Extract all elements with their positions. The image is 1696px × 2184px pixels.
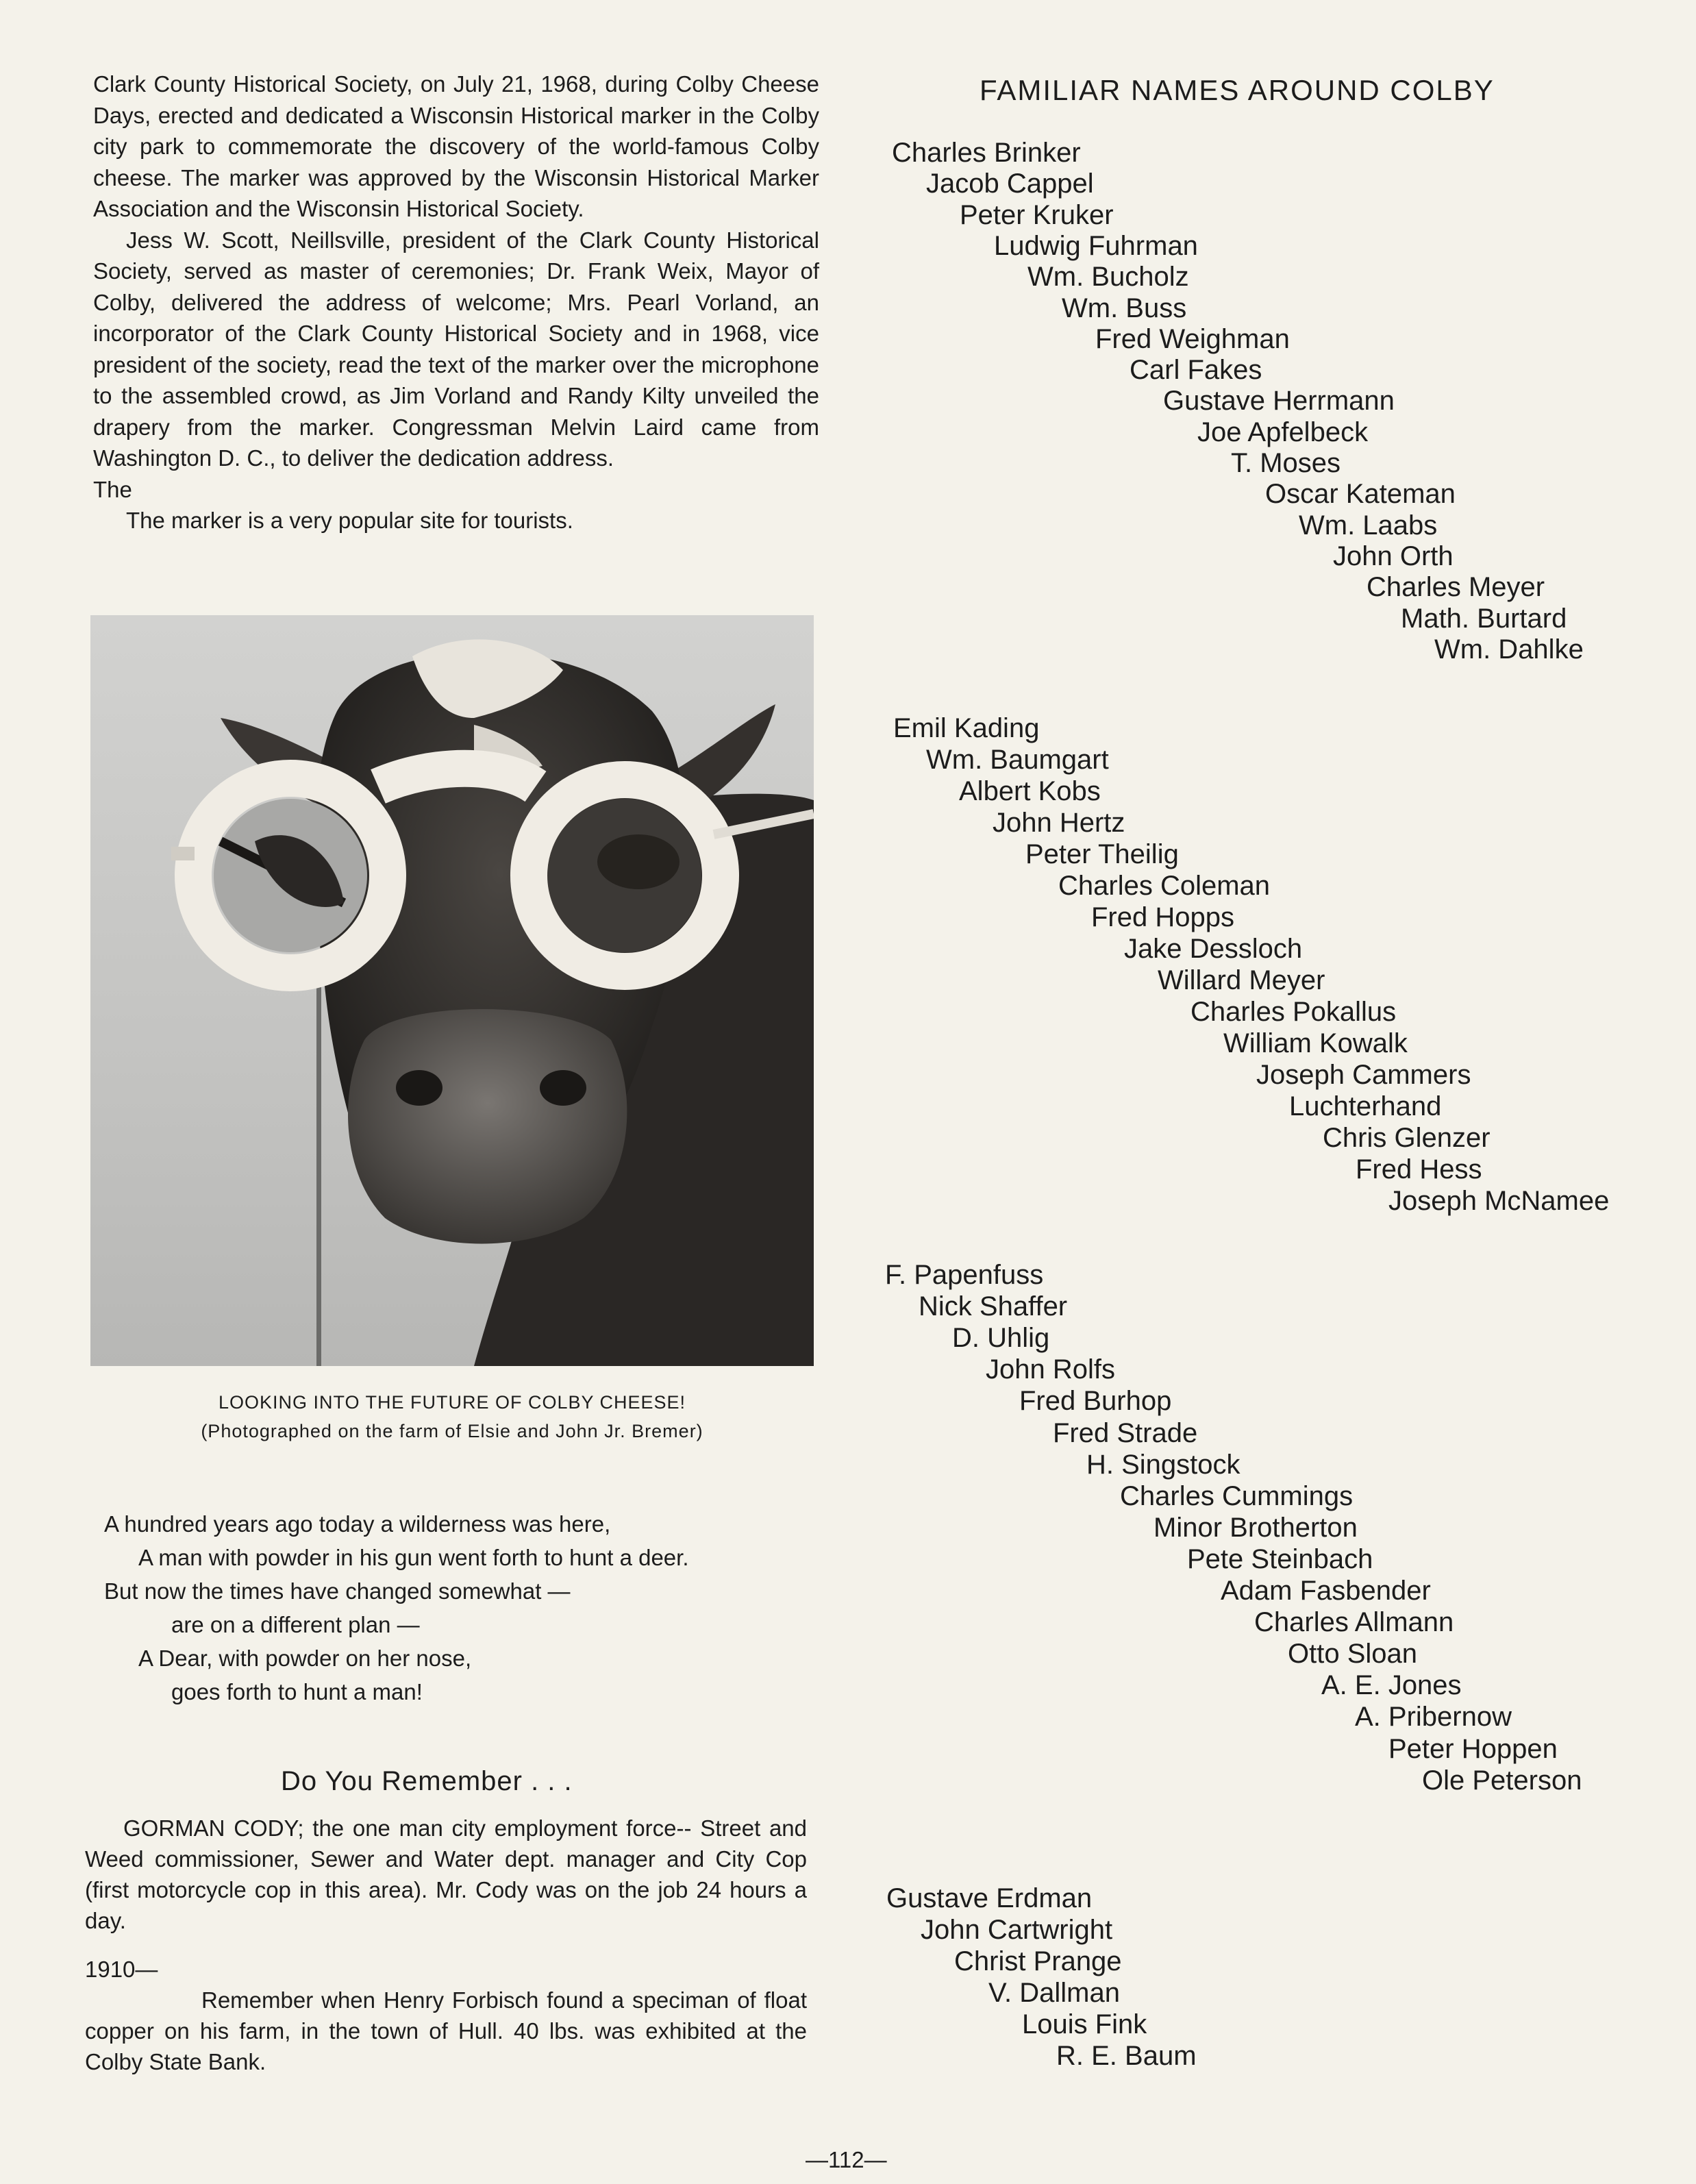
familiar-name: Ole Peterson: [1422, 1765, 1582, 1796]
poem-line: are on a different plan —: [171, 1612, 420, 1637]
familiar-name: Charles Coleman: [1058, 871, 1271, 901]
familiar-name: Jake Dessloch: [1124, 934, 1303, 964]
poem-line: But now the times have changed somewhat —: [104, 1578, 571, 1604]
cow-illustration: [90, 615, 814, 1366]
familiar-name: John Cartwright: [921, 1915, 1113, 1945]
familiar-name: Emil Kading: [893, 713, 1040, 743]
familiar-name: Carl Fakes: [1130, 355, 1262, 385]
intro-paragraph: Clark County Historical Society, on July 21, 1968, during Colby Cheese Days, erected and dedicated a Wisconsin Historical marker in the Colby city park to commemorate the discovery of the world-famous Colby cheese. The marker was approved by the Wisconsin Historical Marker Association and the Wisconsin Historical Society.: [93, 71, 819, 221]
familiar-name: Chris Glenzer: [1323, 1123, 1491, 1153]
familiar-name: John Orth: [1333, 541, 1454, 571]
poem: [104, 1507, 844, 1709]
familiar-name: Joseph McNamee: [1388, 1186, 1610, 1216]
intro-section: [93, 69, 819, 536]
familiar-name: Wm. Bucholz: [1027, 262, 1189, 292]
remember-text: GORMAN CODY; the one man city employment force-- Street and Weed commissioner, Sewer and Water dept. manager and City Cop (first motorcycle cop in this area). Mr. Cody was on the job 24 hours a day.: [85, 1815, 807, 1933]
familiar-name: Fred Burhop: [1019, 1386, 1172, 1416]
familiar-name: Charles Meyer: [1367, 572, 1545, 602]
familiar-name: Christ Prange: [954, 1946, 1122, 1976]
familiar-name: Wm. Buss: [1062, 293, 1187, 323]
familiar-name: Peter Hoppen: [1388, 1734, 1558, 1764]
poem-line: A hundred years ago today a wilderness was here,: [104, 1511, 611, 1537]
familiar-name: Wm. Baumgart: [926, 745, 1109, 775]
familiar-name: Oscar Kateman: [1265, 479, 1456, 509]
familiar-name: Albert Kobs: [959, 776, 1101, 806]
familiar-name: Nick Shaffer: [919, 1291, 1068, 1321]
familiar-name: H. Singstock: [1086, 1450, 1240, 1480]
photo-caption: [90, 1388, 814, 1445]
familiar-name: William Kowalk: [1223, 1028, 1408, 1058]
remember-heading: Do You Remember . . .: [281, 1766, 573, 1796]
familiar-name: Fred Hopps: [1091, 902, 1234, 932]
caption-title: LOOKING INTO THE FUTURE OF COLBY CHEESE!: [218, 1392, 686, 1413]
familiar-name: Fred Weighman: [1095, 324, 1290, 354]
familiar-name: Otto Sloan: [1288, 1639, 1418, 1669]
familiar-name: Pete Steinbach: [1187, 1544, 1373, 1574]
familiar-name: Charles Brinker: [892, 138, 1081, 168]
familiar-name: A. Pribernow: [1355, 1702, 1512, 1732]
page-number: —112—: [806, 2147, 887, 2172]
poem-line: A Dear, with powder on her nose,: [138, 1646, 472, 1671]
familiar-name: Joe Apfelbeck: [1197, 417, 1369, 447]
cow-with-glasses-photo: [90, 615, 814, 1366]
familiar-name: John Hertz: [993, 808, 1125, 838]
familiar-name: D. Uhlig: [952, 1323, 1050, 1353]
remember-paragraph: [85, 1985, 807, 2077]
intro-paragraph: Jess W. Scott, Neillsville, president of the Clark County Historical Society, served as master of ceremonies; Dr. Frank Weix, Mayor of Colby, delivered the address of welcome; Mrs. Pearl Vorland, an incorporator of the Clark County Historical Society and in 1968, vice president of the society, read the text of the marker over the microphone to the assembled crowd, as Jim Vorland and Randy Kilty unveiled the drapery from the marker. Congressman Melvin Laird came from Washington D. C., to deliver the dedication address.: [93, 227, 819, 471]
familiar-name: Adam Fasbender: [1221, 1576, 1431, 1606]
intro-paragraph: The: [93, 476, 132, 502]
familiar-name: Peter Theilig: [1025, 839, 1179, 869]
familiar-name: John Rolfs: [986, 1354, 1115, 1385]
familiar-name: Gustave Erdman: [886, 1883, 1093, 1913]
familiar-name: Charles Pokallus: [1190, 997, 1397, 1027]
familiar-name: V. Dallman: [988, 1978, 1120, 2008]
familiar-name: Luchterhand: [1289, 1091, 1442, 1121]
familiar-name: Math. Burtard: [1401, 604, 1567, 634]
poem-line: goes forth to hunt a man!: [171, 1679, 423, 1704]
familiar-name: T. Moses: [1231, 448, 1341, 478]
familiar-name: R. E. Baum: [1056, 2041, 1197, 2071]
familiar-name: Ludwig Fuhrman: [994, 231, 1198, 261]
familiar-name: A. E. Jones: [1321, 1670, 1462, 1700]
caption-credit: (Photographed on the farm of Elsie and John Jr. Bremer): [201, 1421, 703, 1441]
familiar-name: Fred Strade: [1053, 1418, 1198, 1448]
familiar-name: Minor Brotherton: [1153, 1513, 1358, 1543]
familiar-name: Wm. Laabs: [1299, 510, 1438, 541]
year-label: 1910—: [85, 1957, 158, 1982]
remember-paragraph: [85, 1813, 807, 1936]
familiar-name: F. Papenfuss: [885, 1260, 1044, 1290]
intro-paragraph: The marker is a very popular site for tourists.: [126, 508, 573, 533]
familiar-name: Willard Meyer: [1158, 965, 1325, 995]
poem-line: A man with powder in his gun went forth to hunt a deer.: [138, 1545, 689, 1570]
familiar-name: Louis Fink: [1022, 2009, 1147, 2039]
familiar-name: Wm. Dahlke: [1434, 634, 1584, 665]
familiar-name: Charles Cummings: [1120, 1481, 1354, 1511]
familiar-name: Charles Allmann: [1254, 1607, 1454, 1637]
familiar-name: Joseph Cammers: [1256, 1060, 1471, 1090]
names-heading: FAMILIAR NAMES AROUND COLBY: [980, 74, 1495, 106]
familiar-name: Fred Hess: [1356, 1154, 1482, 1184]
familiar-name: Jacob Cappel: [926, 169, 1094, 199]
remember-text: Remember when Henry Forbisch found a speciman of float copper on his farm, in the town of Hull. 40 lbs. was exhibited at the Colby State Bank.: [85, 1987, 807, 2074]
familiar-name: Peter Kruker: [960, 200, 1114, 230]
familiar-name: Gustave Herrmann: [1163, 386, 1395, 416]
